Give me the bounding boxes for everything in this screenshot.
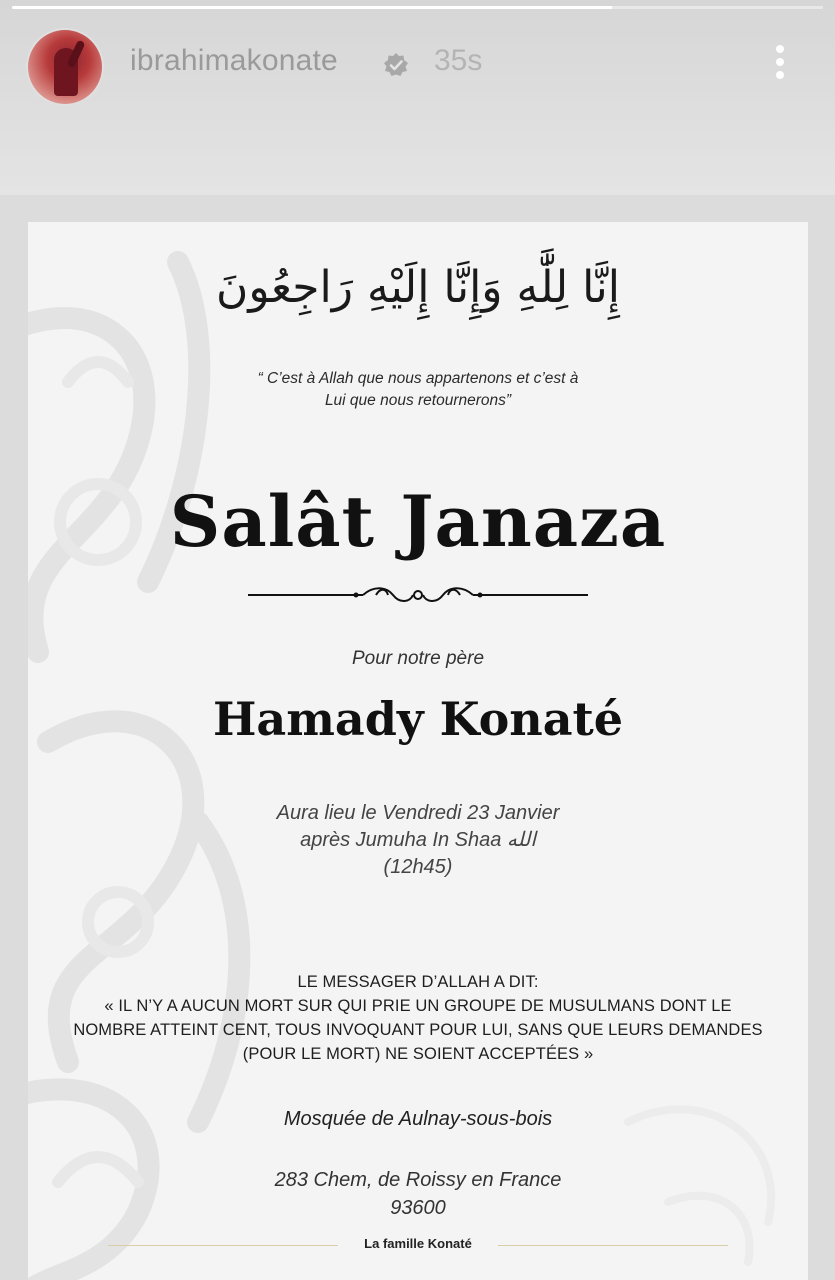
main-title: Salât Janaza: [169, 480, 667, 563]
ornamental-divider: [248, 582, 588, 608]
more-options-button[interactable]: [766, 40, 794, 90]
more-vertical-icon-dot: [776, 58, 784, 66]
more-vertical-icon-dot: [776, 45, 784, 53]
family-signature: La famille Konaté: [364, 1236, 472, 1251]
arabic-verse: إِنَّا لِلَّٰهِ وَإِنَّا إِلَيْهِ رَاجِعُونَ: [216, 262, 620, 313]
hadith-line: NOMBRE ATTEINT CENT, TOUS INVOQUANT POUR LUI, SANS QUE LEURS DEMANDES: [73, 1021, 763, 1039]
event-details: [28, 800, 808, 881]
verified-badge-icon: [383, 52, 409, 78]
story-progress-bar: [12, 6, 823, 9]
hadith-line: LE MESSAGER D’ALLAH A DIT:: [297, 973, 539, 991]
verse-translation-line: Lui que nous retournerons”: [324, 392, 512, 409]
address-line: 93600: [390, 1197, 446, 1219]
dedication-label: Pour notre père: [351, 648, 485, 669]
avatar[interactable]: [28, 30, 102, 104]
verse-translation: [178, 368, 658, 412]
verse-translation-line: “ C’est à Allah que nous appartenons et c’est à: [257, 370, 579, 387]
username[interactable]: ibrahimakonate: [130, 44, 338, 77]
hadith-quote: [34, 970, 802, 1066]
event-details-line: (12h45): [383, 856, 453, 878]
story-time-ago: 35s: [434, 44, 483, 77]
event-details-line: après Jumuha In Shaa الله: [300, 829, 536, 851]
mosque-address: [28, 1166, 808, 1222]
story-header: [0, 0, 835, 195]
address-line: 283 Chem, de Roissy en France: [274, 1169, 562, 1191]
event-details-line: Aura lieu le Vendredi 23 Janvier: [276, 802, 560, 824]
hadith-line: (POUR LE MORT) NE SOIENT ACCEPTÉES »: [242, 1045, 594, 1063]
story-content-card[interactable]: [28, 222, 808, 1280]
more-vertical-icon-dot: [776, 71, 784, 79]
mosque-name: Mosquée de Aulnay-sous-bois: [283, 1108, 553, 1130]
hadith-line: « IL N’Y A AUCUN MORT SUR QUI PRIE UN GROUPE DE MUSULMANS DONT LE: [104, 997, 732, 1015]
story-progress-fill: [12, 6, 612, 9]
deceased-name: Hamady Konaté: [212, 692, 624, 746]
